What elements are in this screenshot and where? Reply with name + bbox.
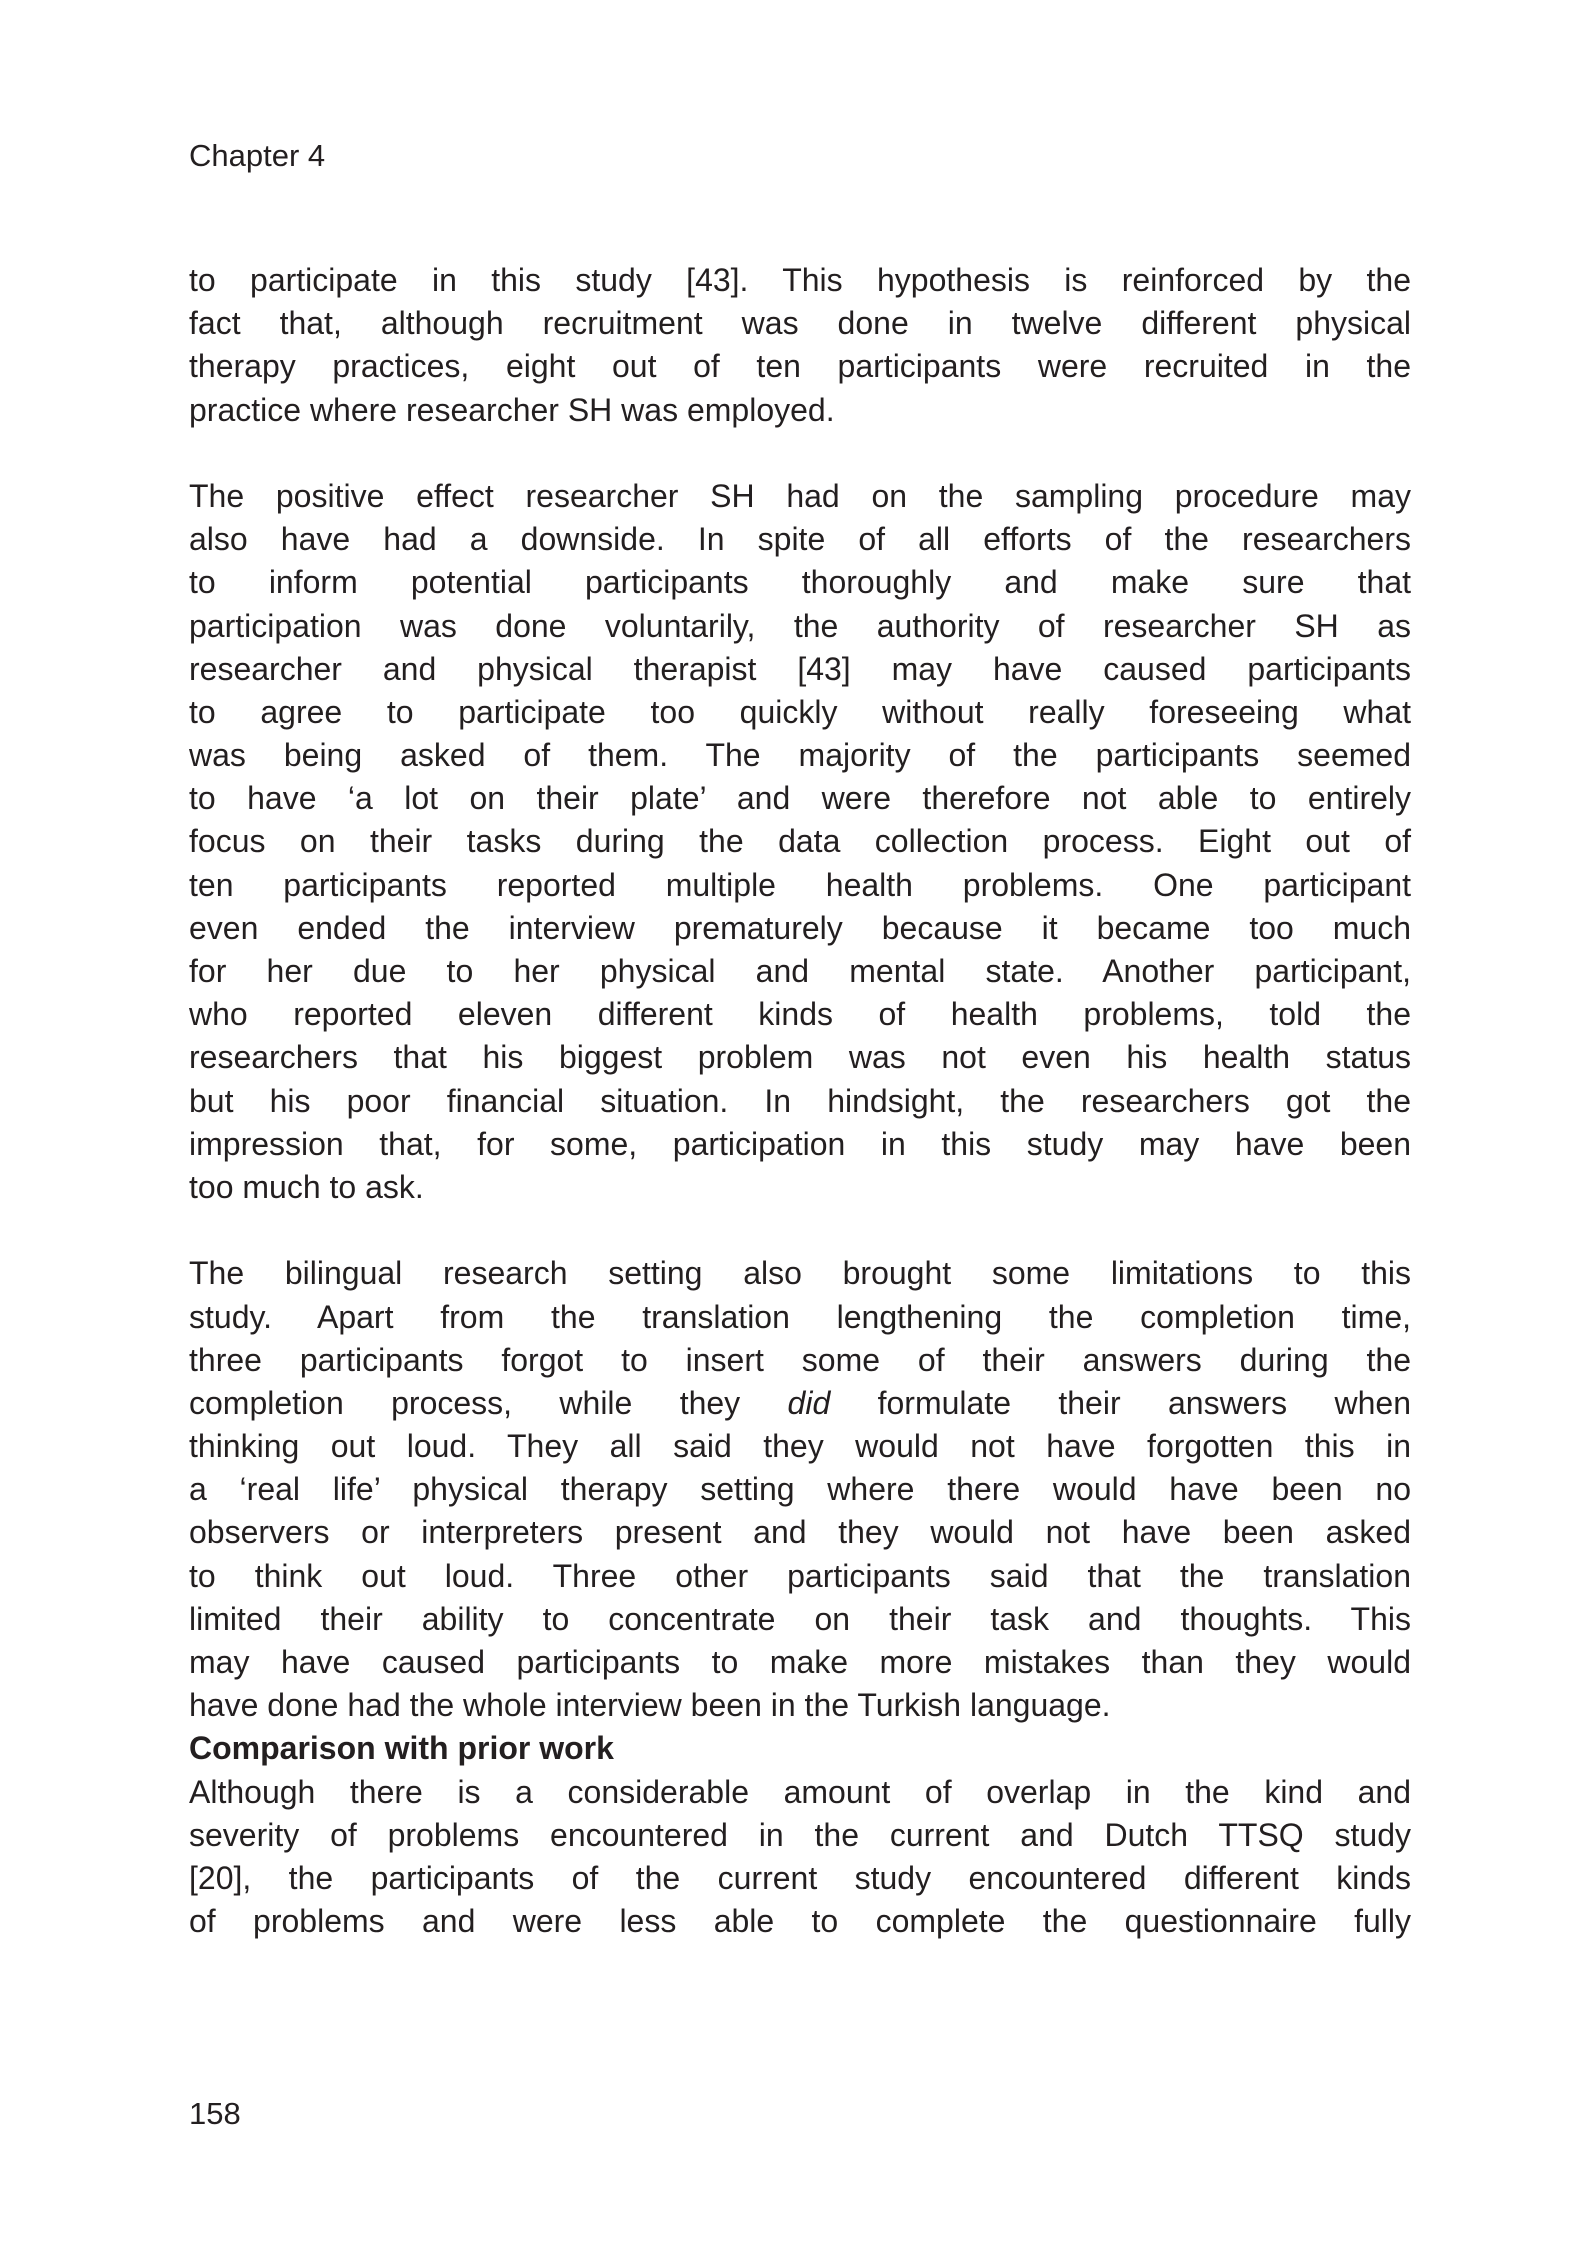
paragraph bbox=[189, 259, 1411, 432]
text-line: but his poor financial situation. In hindsight, the researchers got the bbox=[189, 1082, 1411, 1119]
paragraph bbox=[189, 1727, 1411, 1943]
text-line: a ‘real life’ physical therapy setting where there would have been no bbox=[189, 1471, 1411, 1508]
text-line: who reported eleven different kinds of health problems, told the bbox=[189, 996, 1411, 1033]
text-line: therapy practices, eight out of ten participants were recruited in the bbox=[189, 348, 1411, 385]
text-line: practice where researcher SH was employed. bbox=[189, 391, 835, 428]
section-heading: Comparison with prior work bbox=[189, 1730, 614, 1767]
text-line: too much to ask. bbox=[189, 1168, 424, 1205]
text-line: also have had a downside. In spite of all efforts of the researchers bbox=[189, 521, 1411, 558]
text-line: focus on their tasks during the data collection process. Eight out of bbox=[189, 823, 1411, 860]
italic-text: did bbox=[787, 1384, 831, 1421]
text-line: have done had the whole interview been in the Turkish language. bbox=[189, 1687, 1111, 1724]
text-line: study. Apart from the translation lengthening the completion time, bbox=[189, 1298, 1411, 1335]
text-line: researcher and physical therapist [43] may have caused participants bbox=[189, 650, 1411, 687]
text-line: fact that, although recruitment was done in twelve different physical bbox=[189, 305, 1411, 342]
text-line bbox=[189, 1382, 1411, 1425]
text-line: The bilingual research setting also brought some limitations to this bbox=[189, 1255, 1411, 1292]
text-line: participation was done voluntarily, the authority of researcher SH as bbox=[189, 607, 1411, 644]
text-line: limited their ability to concentrate on their task and thoughts. This bbox=[189, 1600, 1411, 1637]
text-line: even ended the interview prematurely because it became too much bbox=[189, 909, 1411, 946]
text-line: severity of problems encountered in the current and Dutch TTSQ study bbox=[189, 1816, 1411, 1853]
text-segment: formulate their answers when bbox=[830, 1384, 1411, 1421]
body-text bbox=[189, 259, 1411, 1987]
text-line: researchers that his biggest problem was not even his health status bbox=[189, 1039, 1411, 1076]
text-line: Although there is a considerable amount of overlap in the kind and bbox=[189, 1773, 1411, 1810]
text-line: three participants forgot to insert some of their answers during the bbox=[189, 1341, 1411, 1378]
text-line: to participate in this study [43]. This hypothesis is reinforced by the bbox=[189, 262, 1411, 298]
text-line: ten participants reported multiple health problems. One participant bbox=[189, 866, 1411, 903]
text-line: to think out loud. Three other participants said that the translation bbox=[189, 1557, 1411, 1594]
text-line: may have caused participants to make more mistakes than they would bbox=[189, 1644, 1411, 1680]
text-segment: completion process, while they bbox=[189, 1384, 788, 1421]
text-line: for her due to her physical and mental state. Another participant, bbox=[189, 953, 1411, 989]
text-line: impression that, for some, participation in this study may have been bbox=[189, 1125, 1411, 1162]
paragraph bbox=[189, 1252, 1411, 1727]
text-line: to have ‘a lot on their plate’ and were therefore not able to entirely bbox=[189, 780, 1411, 817]
page-number: 158 bbox=[189, 2096, 241, 2131]
text-line: [20], the participants of the current study encountered different kinds bbox=[189, 1859, 1411, 1896]
text-line: The positive effect researcher SH had on the sampling procedure may bbox=[189, 477, 1411, 514]
running-head: Chapter 4 bbox=[189, 138, 326, 173]
text-line: thinking out loud. They all said they would not have forgotten this in bbox=[189, 1428, 1411, 1465]
text-line: was being asked of them. The majority of the participants seemed bbox=[189, 737, 1411, 774]
text-line: to inform potential participants thoroughly and make sure that bbox=[189, 564, 1411, 601]
text-line: of problems and were less able to complete the questionnaire fully bbox=[189, 1903, 1411, 1940]
text-line: observers or interpreters present and they would not have been asked bbox=[189, 1514, 1411, 1551]
paragraph bbox=[189, 475, 1411, 1209]
text-line: to agree to participate too quickly without really foreseeing what bbox=[189, 693, 1411, 730]
